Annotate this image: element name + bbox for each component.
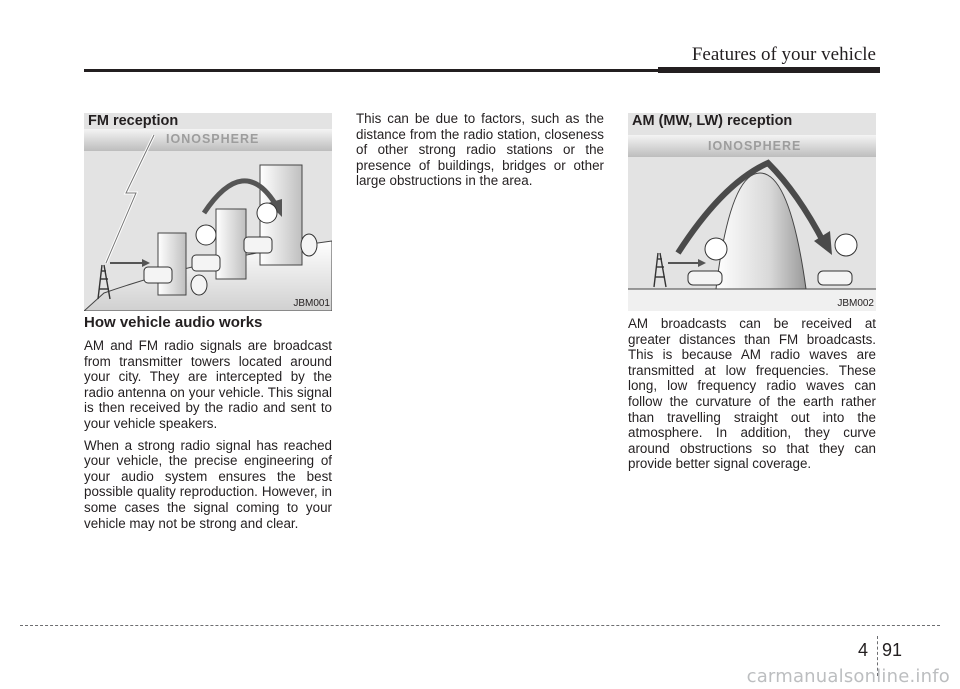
section-heading: How vehicle audio works: [84, 314, 263, 331]
paragraph: This can be due to factors, such as the distance from the radio station, closeness of other strong radio stations or the presence of buildings, bridges or other large obstructions in the area.: [356, 111, 604, 189]
watermark-link[interactable]: carmanualsonline.info: [746, 666, 950, 687]
am-figure-title: AM (MW, LW) reception: [632, 113, 793, 129]
paragraph: AM broadcasts can be received at greater distances than FM broadcasts. This is because AM radio waves are transmitted at low frequencies. These long, low frequency radio waves can follow the curvature of the earth rather than travelling straight out into the atmosphere. In addition, they curve around obstructions so that they can provide better signal coverage.: [628, 316, 876, 472]
chapter-number: 4: [858, 640, 869, 660]
left-column-text: [84, 338, 332, 537]
page-number: 91: [882, 640, 903, 660]
am-ionosphere-label: IONOSPHERE: [708, 139, 802, 153]
fm-reception-figure: [84, 113, 332, 311]
am-figure-code: JBM002: [837, 298, 874, 309]
footer-rule: [20, 625, 940, 626]
header-rule-accent: [658, 67, 880, 73]
middle-column-text: [356, 111, 604, 195]
fm-figure-code: JBM001: [293, 298, 330, 309]
paragraph: AM and FM radio signals are broadcast from transmitter towers located around your city. They are intercepted by the radio antenna on your vehicle. This signal is then received by the radio and sent to your vehicle speakers.: [84, 338, 332, 431]
paragraph: When a strong radio signal has reached your vehicle, the precise engineering of your audio system ensures the best possible quality reproduction. However, in some cases the signal coming to your vehicle may not be strong and clear.: [84, 437, 332, 531]
fm-ionosphere-label: IONOSPHERE: [166, 132, 260, 146]
header-title: Features of your vehicle: [691, 44, 876, 65]
fm-figure-title: FM reception: [88, 113, 179, 129]
right-column-text: [628, 316, 876, 478]
am-reception-figure: [628, 113, 876, 311]
